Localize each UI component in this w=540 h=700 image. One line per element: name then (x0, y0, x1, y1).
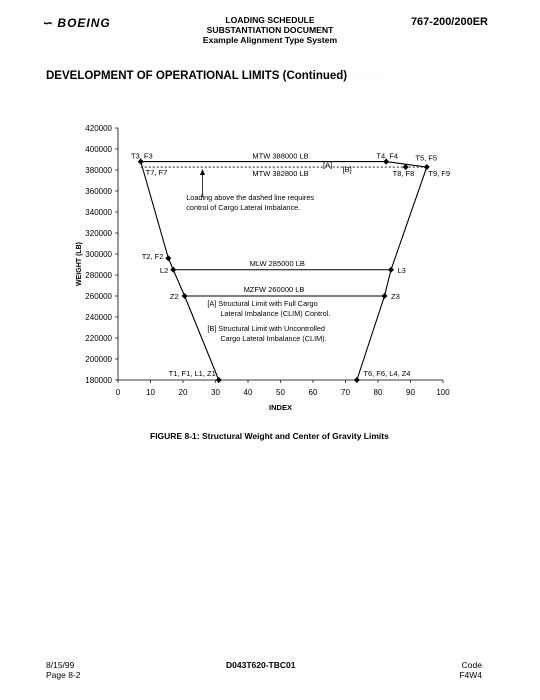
y-tick-label: 280000 (85, 271, 112, 280)
marker-a-label: [A] (323, 160, 333, 170)
point-label-t5: T5, F5 (415, 153, 438, 163)
x-tick-label: 80 (373, 388, 383, 397)
x-tick-label: 100 (436, 388, 450, 397)
point-label-t2: T2, F2 (141, 252, 164, 262)
y-tick-label: 180000 (85, 376, 112, 385)
point-label-l2: L2 (159, 265, 169, 275)
logo-text: BOEING (57, 16, 111, 30)
point-marker (182, 293, 188, 299)
point-marker (354, 377, 360, 383)
mtw-388000-label: MTW 388000 LB (252, 151, 309, 161)
y-tick-label: 240000 (85, 313, 112, 322)
footer-code-label: Code (461, 660, 482, 670)
point-label-t6: T6, F6, L4, Z4 (363, 369, 411, 378)
section-title: DEVELOPMENT OF OPERATIONAL LIMITS (Continued) (46, 70, 348, 82)
arrow-note-line2: control of Cargo Lateral Imbalance. (186, 203, 301, 212)
x-tick-label: 50 (276, 388, 285, 397)
footer-date: 8/15/99 (46, 660, 75, 670)
point-marker (382, 293, 388, 299)
x-axis-title: INDEX (269, 403, 292, 412)
y-axis-title: WEIGHT (LB) (76, 242, 83, 286)
arrow-note-line1: Loading above the dashed line requires (186, 193, 315, 202)
footer-doc-number: D043T620-TBC01 (226, 660, 296, 670)
model-number: 767-200/200ER (410, 16, 488, 28)
x-tick-label: 20 (178, 388, 188, 397)
header-title-line1: LOADING SCHEDULE (225, 15, 315, 25)
header-title-line3: Example Alignment Type System (202, 35, 338, 45)
x-tick-label: 40 (243, 388, 253, 397)
figure-caption: FIGURE 8-1: Structural Weight and Center of Gravity Limits (150, 431, 389, 441)
mzfw-label: MZFW 260000 LB (243, 285, 305, 294)
legend-a-line2: Lateral Imbalance (CLIM) Control. (220, 309, 331, 318)
footer-left (46, 660, 81, 680)
legend-b-line1: [B] Structural Limit with Uncontrolled (207, 324, 325, 333)
footer-page: Page 8-2 (46, 670, 81, 680)
point-label-t7: T7, F7 (145, 168, 168, 178)
y-tick-label: 200000 (85, 355, 112, 364)
mtw-382800-label: MTW 382800 LB (252, 169, 309, 179)
point-marker (165, 255, 171, 261)
note-arrowhead (200, 169, 205, 175)
x-tick-label: 60 (308, 388, 318, 397)
y-tick-label: 260000 (85, 292, 112, 301)
legend-a-line1: [A] Structural Limit with Full Cargo (207, 299, 318, 308)
x-tick-label: 90 (406, 388, 415, 397)
marker-b-label: [B] (342, 165, 352, 175)
faint-watermark-text: · ···· ·· (335, 69, 382, 80)
y-tick-label: 380000 (85, 166, 112, 175)
logo-emblem-icon: ∽ (42, 16, 54, 30)
point-label-t3: T3, F3 (131, 151, 153, 161)
legend-b-line2: Cargo Lateral Imbalance (CLIM). (220, 334, 327, 343)
y-tick-label: 220000 (85, 334, 112, 343)
header-title-line2: SUBSTANTIATION DOCUMENT (206, 25, 334, 35)
point-label-t8: T8, F8 (392, 169, 415, 179)
x-tick-label: 30 (211, 388, 220, 397)
x-tick-label: 70 (341, 388, 350, 397)
x-tick-label: 10 (146, 388, 155, 397)
footer-code-value: F4W4 (459, 670, 482, 680)
point-marker (216, 377, 222, 383)
point-label-t4: T4, F4 (376, 151, 399, 161)
y-tick-label: 340000 (85, 208, 112, 217)
y-tick-label: 420000 (85, 124, 112, 133)
y-tick-label: 300000 (85, 250, 112, 259)
point-label-z2: Z2 (169, 292, 179, 301)
footer-right (459, 660, 482, 680)
y-tick-label: 400000 (85, 145, 112, 154)
x-tick-label: 0 (115, 388, 121, 397)
point-label-t9: T9, F9 (428, 169, 451, 179)
y-tick-label: 360000 (85, 187, 112, 196)
point-marker (388, 267, 394, 273)
y-tick-label: 320000 (85, 229, 112, 238)
point-label-t1: T1, F1, L1, Z1 (168, 369, 216, 378)
point-marker (170, 267, 176, 273)
mlw-label: MLW 285000 LB (249, 258, 305, 268)
point-label-l3: L3 (397, 265, 406, 275)
point-label-z3: Z3 (391, 292, 400, 301)
